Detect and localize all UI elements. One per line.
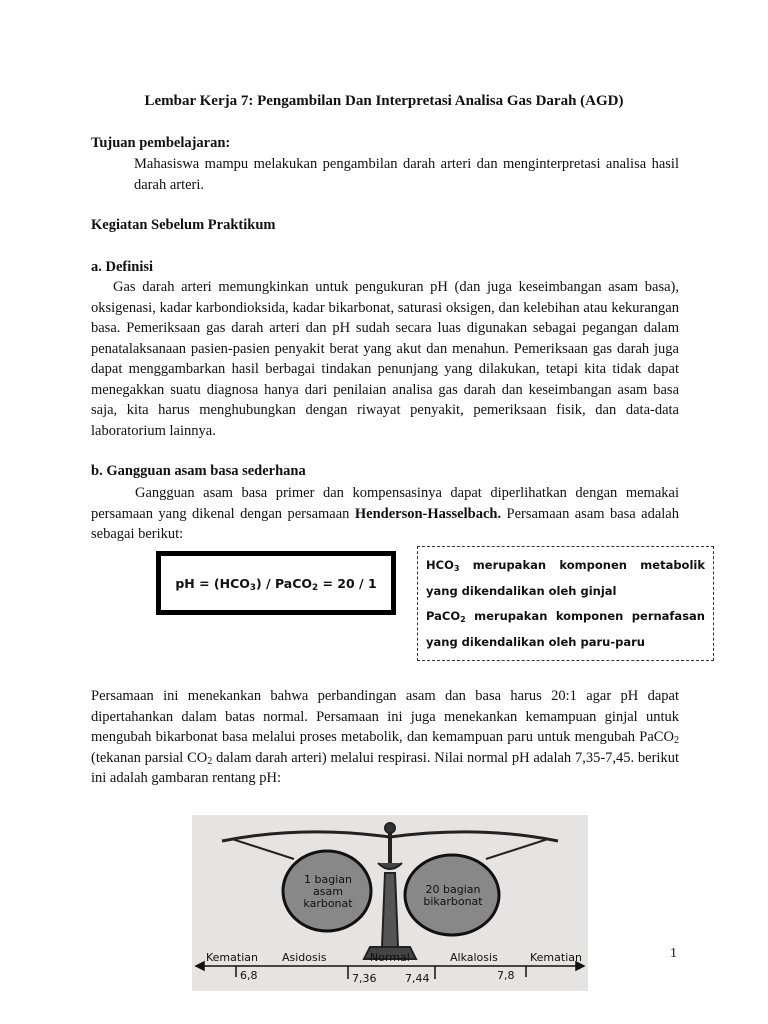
value-7-36: 7,36 [352, 972, 377, 985]
hco3-note: $HCO_3$ merupakan komponen metabolik yang dikendalikan oleh ginjal [426, 558, 705, 598]
label-kematian-right: Kematian [530, 951, 582, 964]
paco2-note: PaCO$_2$ merupakan komponen pernafasan yang dikendalikan oleh paru-paru [426, 609, 705, 649]
balance-collar [378, 863, 402, 869]
page-title: Lembar Kerja 7: Pengambilan Dan Interpretasi Analisa Gas Darah (AGD) [144, 93, 624, 109]
note-box [417, 546, 714, 661]
tujuan-text: Mahasiswa mampu melakukan pengambilan darah arteri dan menginterpretasi analisa hasil darah arteri. [134, 156, 679, 193]
definisi-heading: a. Definisi [91, 259, 154, 275]
value-7-44: 7,44 [405, 972, 430, 985]
gangguan-text-after: Persamaan asam basa adalah sebagai berikut: [91, 505, 679, 542]
page-number: 1 [670, 946, 677, 961]
right-pan-label-2: bikarbonat [423, 895, 483, 908]
kegiatan-heading: Kegiatan Sebelum Praktikum [91, 217, 276, 233]
balance-knob [385, 823, 395, 833]
right-pan-label-1: 20 bagian [425, 883, 481, 896]
definisi-text: Gas darah arteri memungkinkan untuk pengukuran pH (dan juga keseimbangan asam basa), oksigenasi, kadar karbondioksida, kadar bikarbonat, saturasi oksigen, dan kelebihan atau kekurangan basa. Pemeriksaan gas darah arteri dan pH sudah secara luas digunakan sebagai pegangan dalam penatalaksanaan pasien-pasien penyakit berat yang akut dan menahun. Pemeriksaan gas darah juga dapat menggambarkan hasil berbagai tindakan penunjang yang dilakukan, tetapi kita tidak dapat menegakkan suatu diagnosa hanya dari penilaian analisa gas darah dan keseimbangan asam basa saja, kita harus menghubungkan dengan riwayat penyakit, pemeriksaan fisik, dan data-data laboratorium lainnya. [91, 279, 679, 439]
formula: pH = $(HCO_3)$ / PaCO$_2$ = 20 / 1 [175, 575, 377, 593]
left-pan-label-1: 1 bagian [304, 873, 352, 886]
left-string [232, 839, 294, 859]
value-6-8: 6,8 [240, 969, 258, 982]
label-asidosis: Asidosis [282, 951, 327, 964]
tujuan-heading: Tujuan pembelajaran: [91, 135, 231, 151]
value-7-8: 7,8 [497, 969, 515, 982]
henderson-hasselbach-term: Henderson-Hasselbach. [354, 505, 502, 522]
persamaan-text: Persamaan ini menekankan bahwa perbandingan asam dan basa harus 20:1 agar pH dapat dipertahankan dalam batas normal. Persamaan ini juga menekankan kemampuan ginjal untuk mengubah bikarbonat basa melalui proses metabolik, dan kemampuan paru untuk mengubah PaCO$_2$ (tekanan parsial $CO_2$ dalam darah arteri) melalui respirasi. Nilai normal pH adalah 7,35-7,45. berikut ini adalah gambaran rentang pH: [91, 688, 679, 786]
gangguan-text-before: Gangguan asam basa primer dan kompensasinya dapat diperlihatkan dengan memakai persamaan yang dikenal dengan persamaan [91, 485, 679, 522]
label-kematian-left: Kematian [206, 951, 258, 964]
label-alkalosis: Alkalosis [450, 951, 498, 964]
gangguan-text [91, 483, 679, 545]
left-pan-label-2: asam [313, 885, 343, 898]
ph-axis-arrow-left [196, 962, 204, 970]
balance-pillar [382, 873, 398, 947]
left-pan-label-3: karbonat [303, 897, 353, 910]
formula-box [156, 551, 396, 615]
gangguan-heading: b. Gangguan asam basa sederhana [91, 463, 306, 479]
label-normal: Normal [370, 951, 410, 964]
ph-balance-figure [192, 815, 588, 991]
right-string [486, 839, 548, 859]
